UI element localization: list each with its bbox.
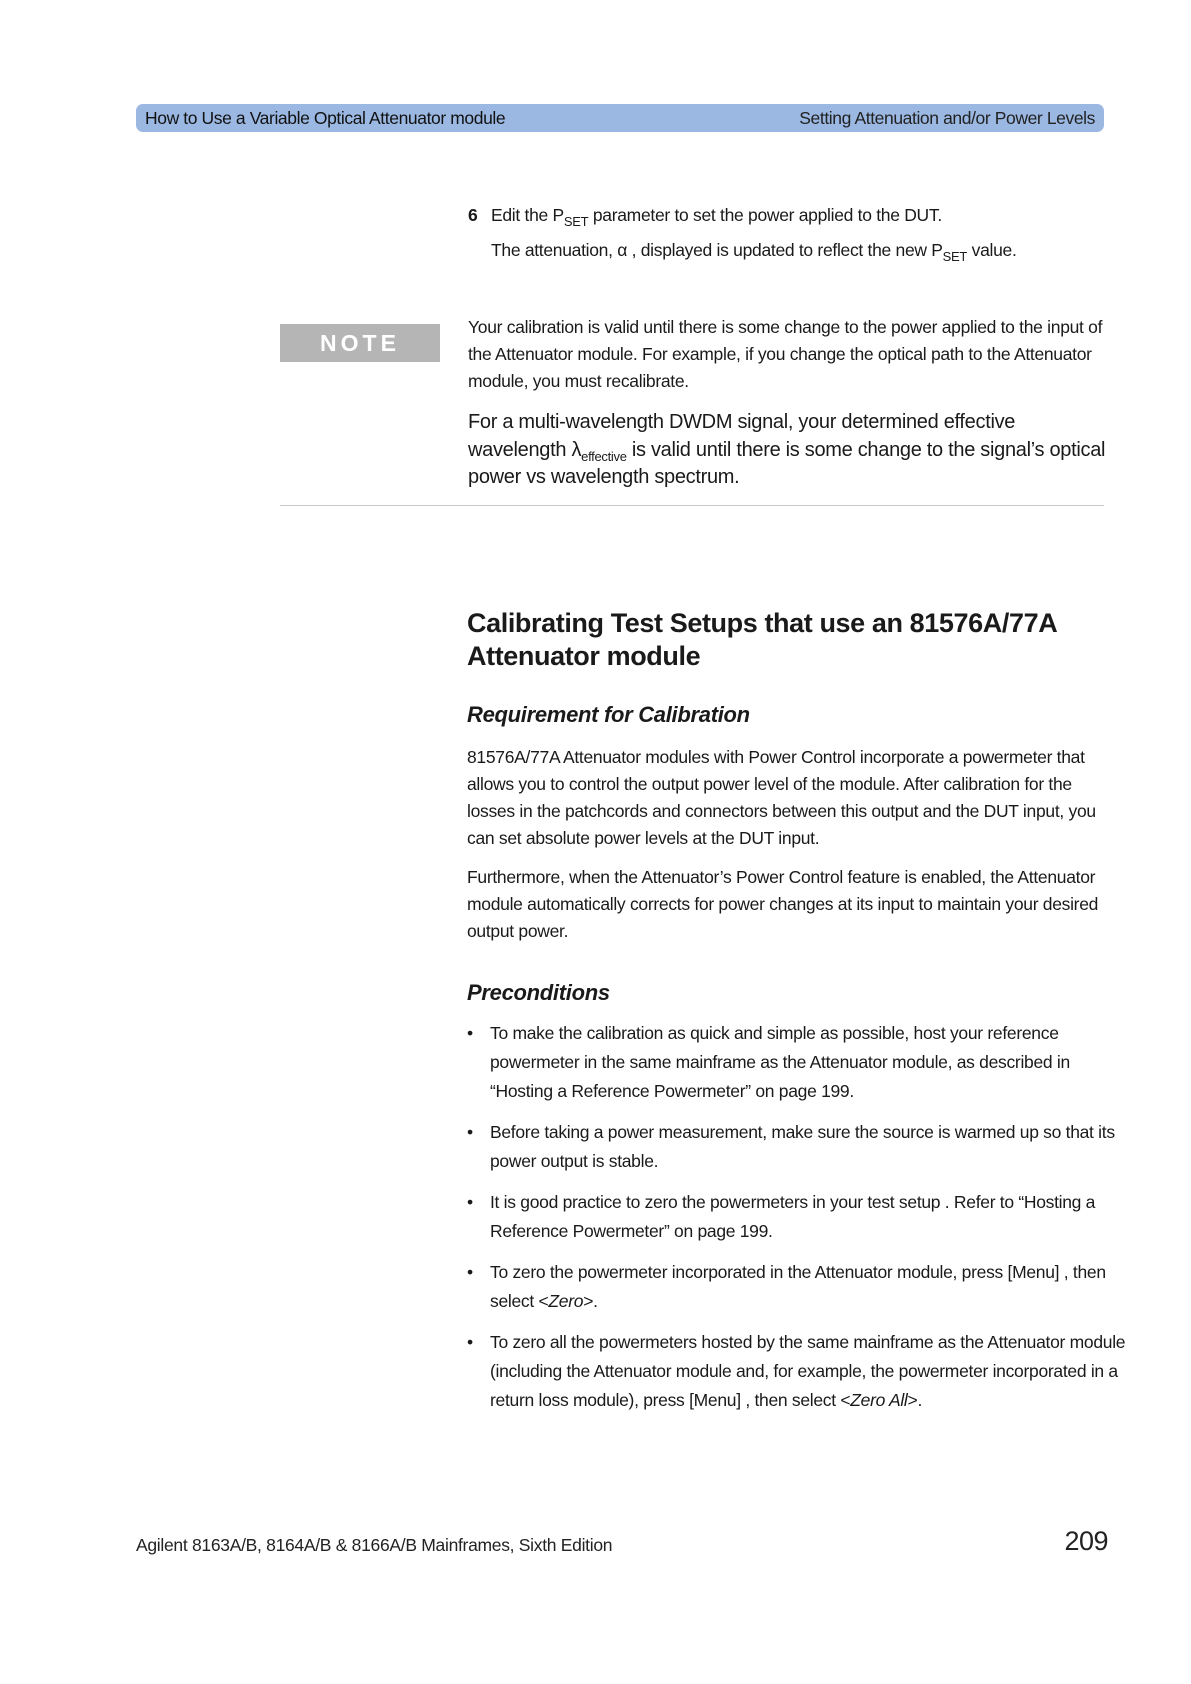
list-item: [467, 1328, 1127, 1415]
header-section-title: Setting Attenuation and/or Power Levels: [799, 108, 1095, 128]
requirement-paragraph-2: Furthermore, when the Attenuator’s Power Control feature is enabled, the Attenuator module automatically corrects for power changes at its input to maintain your desired output power.: [467, 867, 1099, 941]
note-p2-after: is valid until there is some change to the signal’s optical power vs wavelength spectrum.: [468, 438, 1106, 488]
note-paragraph-1: Your calibration is valid until there is some change to the power applied to the input of the Attenuator module. For example, if you change the optical path to the Attenuator module, you must recalibrate.: [468, 317, 1103, 391]
step-text-after: parameter to set the power applied to the DUT.: [588, 205, 942, 225]
note-p2-subscript: effective: [581, 448, 627, 464]
preconditions-heading: Preconditions: [467, 980, 610, 1005]
list-item-text: To zero the powermeter incorporated in the Attenuator module, press [Menu] , then select <: [490, 1262, 1106, 1311]
list-item-text-end: >.: [583, 1291, 598, 1311]
step-number: 6: [468, 205, 478, 225]
note-paragraph-2: [468, 409, 1118, 492]
list-item-text: To make the calibration as quick and simple as possible, host your reference powermeter in the same mainframe as the Attenuator module, as described in “Hosting a Reference Powermeter” on page 199.: [490, 1023, 1070, 1101]
header-chapter-title: How to Use a Variable Optical Attenuator module: [145, 108, 506, 128]
step-result-subscript: SET: [942, 249, 968, 264]
section-title: Calibrating Test Setups that use an 81576A/77A Attenuator module: [467, 608, 1057, 671]
footer-publication: Agilent 8163A/B, 8164A/B & 8166A/B Mainframes, Sixth Edition: [136, 1535, 613, 1555]
bullet-icon: •: [467, 1192, 473, 1212]
bullet-icon: •: [467, 1262, 473, 1282]
note-label: NOTE: [280, 324, 440, 362]
bullet-icon: •: [467, 1332, 473, 1352]
requirement-paragraph-1: 81576A/77A Attenuator modules with Power Control incorporate a powermeter that allows you to control the output power level of the module. After calibration for the losses in the patchcords and connectors between this output and the DUT input, you can set absolute power levels at the DUT input.: [467, 747, 1096, 848]
list-item: [467, 1118, 1127, 1176]
list-item: [467, 1258, 1127, 1316]
list-item-text: It is good practice to zero the powermeters in your test setup . Refer to “Hosting a Reference Powermeter” on page 199.: [490, 1192, 1096, 1241]
step-text: [491, 203, 942, 227]
requirement-heading: Requirement for Calibration: [467, 702, 750, 727]
list-item-emphasis: Zero: [548, 1291, 584, 1311]
step-text-subscript: SET: [563, 214, 589, 229]
running-header: [136, 104, 1104, 132]
bullet-icon: •: [467, 1122, 473, 1142]
note-divider: [280, 505, 1104, 506]
list-item-text: Before taking a power measurement, make sure the source is warmed up so that its power output is stable.: [490, 1122, 1115, 1171]
bullet-icon: •: [467, 1023, 473, 1043]
note-p2-before: For a multi-wavelength DWDM signal, your determined effective wavelength λ: [468, 411, 1016, 461]
list-item: [467, 1188, 1127, 1246]
list-item-emphasis: Zero All: [850, 1390, 908, 1410]
step-result-before: The attenuation, α , displayed is updated to reflect the new P: [491, 240, 943, 260]
preconditions-list: [467, 1019, 1127, 1427]
step-text-before: Edit the P: [491, 205, 564, 225]
step-result-after: value.: [967, 240, 1017, 260]
list-item-text-end: >.: [907, 1390, 923, 1410]
list-item-text: To zero all the powermeters hosted by the same mainframe as the Attenuator module (including the Attenuator module and, for example, the powermeter incorporated in a return loss module), press [Menu] , then select <: [490, 1332, 1126, 1410]
step-result-text: [491, 238, 1017, 262]
list-item: [467, 1019, 1127, 1106]
page-number: 209: [1064, 1526, 1108, 1556]
